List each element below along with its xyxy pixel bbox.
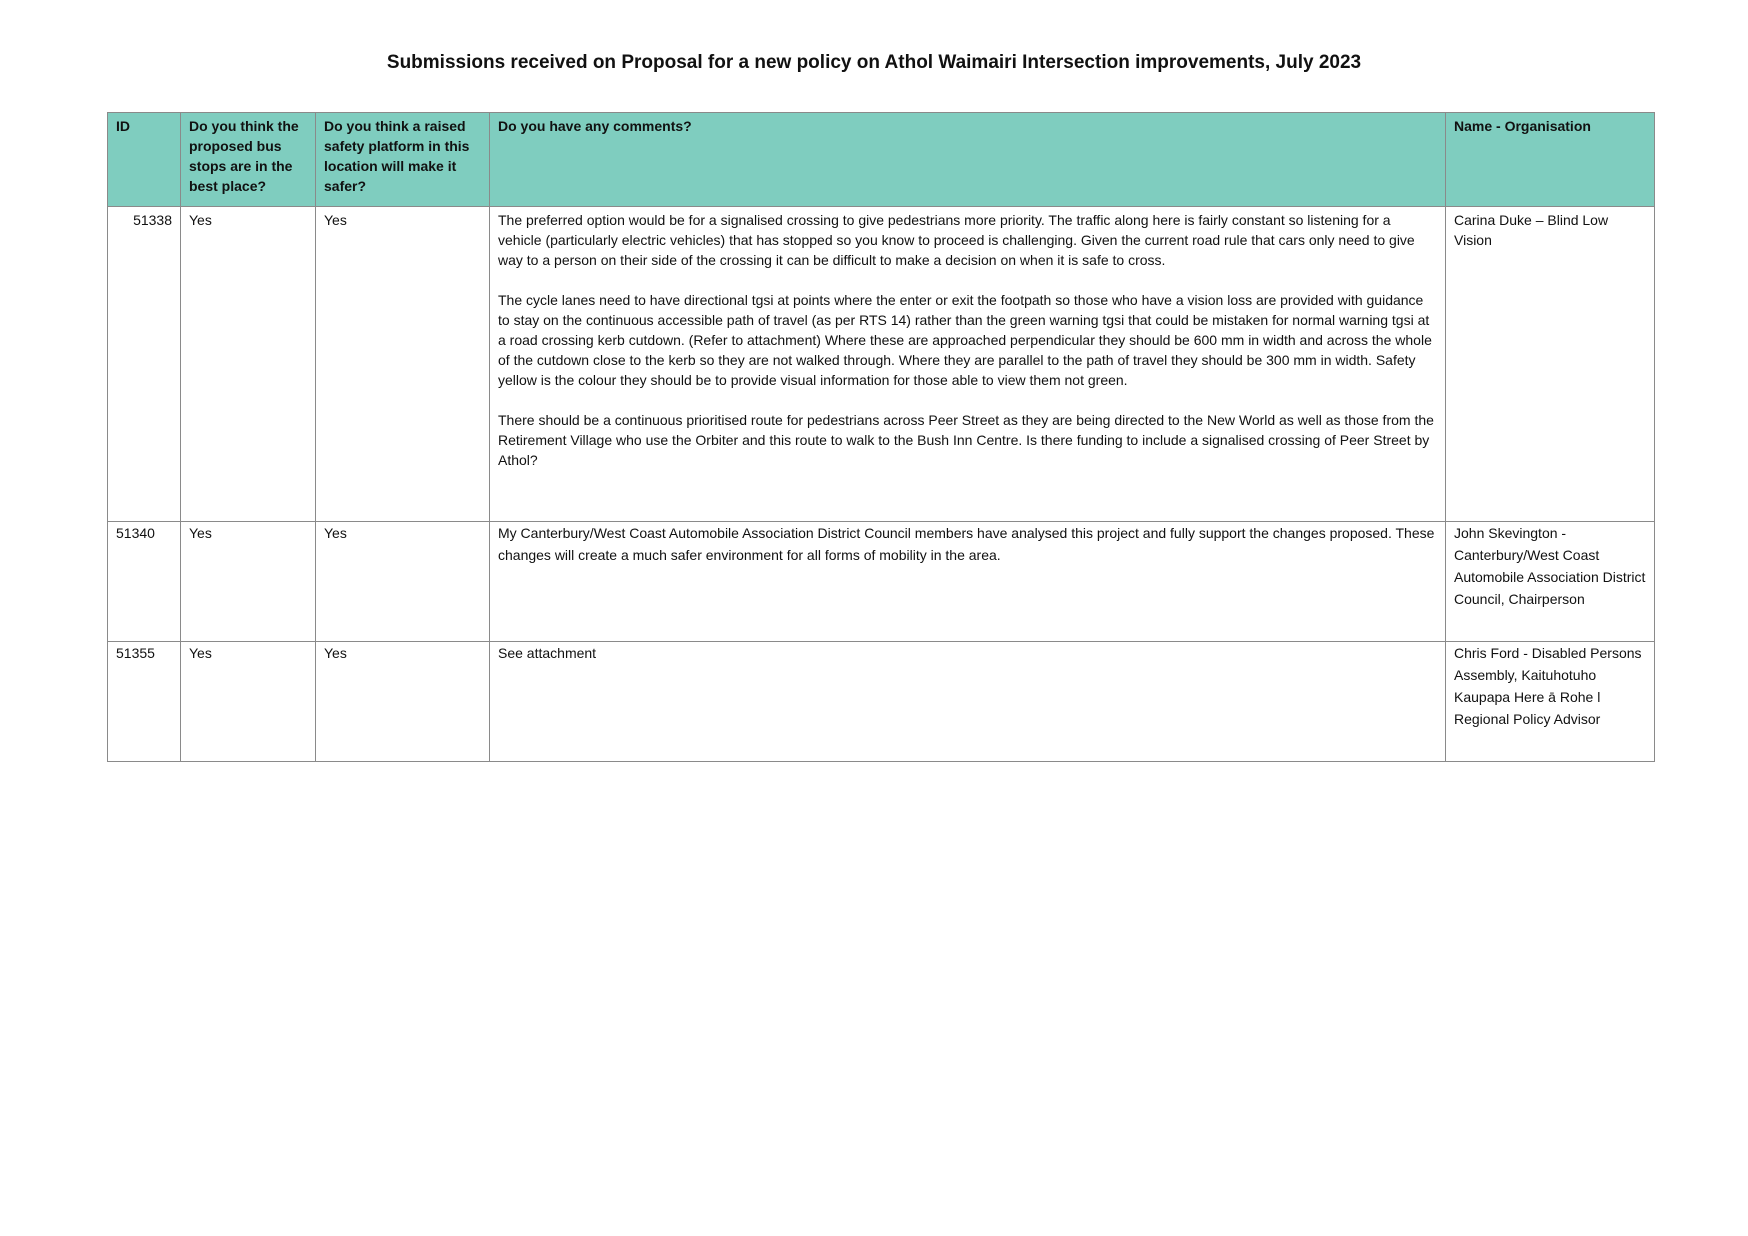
cell-bus-stops: Yes [181,207,316,522]
cell-comments [490,207,1446,522]
table-row [108,642,1655,762]
header-name-organisation: Name - Organisation [1446,113,1655,207]
comment-paragraph: The cycle lanes need to have directional tgsi at points where the enter or exit the footpath so those who have a vision loss are provided with guidance to stay on the continuous accessible path of travel (as per RTS 14) rather than the green warning tgsi that could be mistaken for normal warning tgsi at a road crossing kerb cutdown. (Refer to attachment) Where these are approached perpendicular they should be 600 mm in width and across the whole of the cutdown close to the kerb so they are not walked through. Where they are parallel to the path of travel they should be 300 mm in width. Safety yellow is the colour they should be to provide visual information for those able to view them not green. [498,292,1432,388]
comment-paragraph: See attachment [498,645,597,661]
header-comments: Do you have any comments? [490,113,1446,207]
header-id: ID [108,113,181,207]
comment-paragraph: There should be a continuous prioritised route for pedestrians across Peer Street as they are being directed to the New World as well as those from the Retirement Village who use the Orbiter and this route to walk to the Bush Inn Centre. Is there funding to include a signalised crossing of Peer Street by Athol? [498,412,1434,468]
table-row [108,207,1655,522]
header-bus-stops: Do you think the proposed bus stops are in the best place? [181,113,316,207]
cell-name-organisation: Chris Ford - Disabled Persons Assembly, Kaituhotuho Kaupapa Here ā Rohe l Regional Policy Advisor [1446,642,1655,762]
page-title: Submissions received on Proposal for a new policy on Athol Waimairi Intersection improvements, July 2023 [386,52,1362,73]
cell-comments [490,522,1446,642]
cell-id: 51355 [108,642,181,762]
cell-comments [490,642,1446,762]
cell-id: 51338 [108,207,181,522]
cell-safety-platform: Yes [316,207,490,522]
cell-bus-stops: Yes [181,522,316,642]
submissions-table [107,112,1655,762]
cell-safety-platform: Yes [316,522,490,642]
comment-paragraph: The preferred option would be for a signalised crossing to give pedestrians more priority. The traffic along here is fairly constant so listening for a vehicle (particularly electric vehicles) that has stopped so you know to proceed is challenging. Given the current road rule that cars only need to give way to a person on their side of the crossing it can be difficult to make a decision on when it is safe to cross. [498,212,1415,268]
cell-name-organisation: Carina Duke – Blind Low Vision [1446,207,1655,522]
cell-name-organisation: John Skevington - Canterbury/West Coast Automobile Association District Council, Chairperson [1446,522,1655,642]
header-safety-platform: Do you think a raised safety platform in this location will make it safer? [316,113,490,207]
cell-bus-stops: Yes [181,642,316,762]
comment-paragraph: My Canterbury/West Coast Automobile Association District Council members have analysed this project and fully support the changes proposed. These changes will create a much safer environment for all forms of mobility in the area. [498,525,1435,563]
table-row [108,522,1655,642]
cell-safety-platform: Yes [316,642,490,762]
table-header-row [108,113,1655,207]
cell-id: 51340 [108,522,181,642]
